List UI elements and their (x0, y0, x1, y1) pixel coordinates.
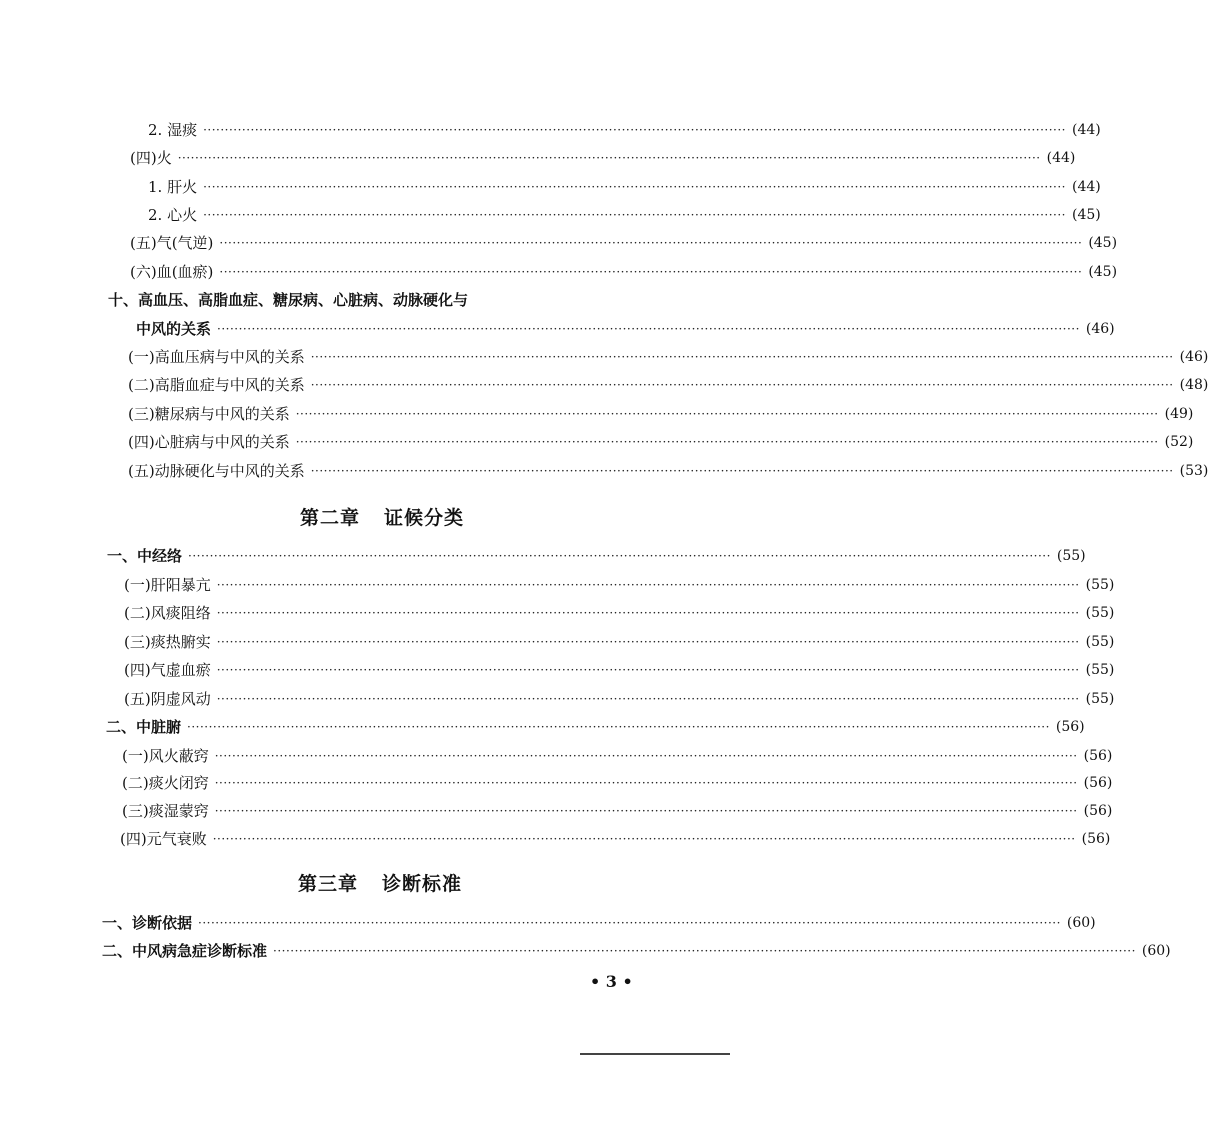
toc-entry-page: (56) (1083, 748, 1113, 764)
toc-entry[interactable] (128, 402, 1194, 426)
toc-entry-page: (60) (1141, 943, 1171, 959)
toc-entry-label: 一、中经络 (107, 547, 183, 565)
chapter-heading (300, 503, 464, 530)
leader-dots: ········································································································································································································ (216, 606, 1080, 620)
toc-entry[interactable] (102, 939, 1171, 963)
leader-dots: ········································································································································································································ (295, 407, 1159, 421)
leader-dots: ········································································································································································································ (203, 208, 1066, 222)
leader-dots: ········································································································································································································ (216, 663, 1080, 677)
toc-entry-page: (52) (1164, 434, 1194, 450)
scan-artifact-line (580, 1053, 730, 1055)
toc-entry-label: (二)高脂血症与中风的关系 (128, 376, 305, 394)
toc-entry-page: (46) (1085, 321, 1115, 337)
leader-dots: ········································································································································································································ (217, 322, 1080, 336)
toc-entry[interactable] (106, 715, 1085, 739)
leader-dots: ········································································································································································································ (212, 832, 1076, 846)
toc-entry-label: 十、高血压、高脂血症、糖尿病、心脏病、动脉硬化与 (108, 291, 469, 309)
toc-entry-page: (55) (1085, 605, 1115, 621)
toc-entry[interactable] (130, 146, 1076, 170)
chapter-title: 诊断标准 (382, 873, 463, 895)
toc-entry[interactable] (136, 317, 1115, 341)
toc-entry-page: (55) (1056, 548, 1086, 564)
toc-entry-label: (五)阴虚风动 (124, 690, 211, 708)
leader-dots: ········································································································································································································ (295, 435, 1159, 449)
leader-dots: ········································································································································································································ (219, 236, 1083, 250)
toc-entry[interactable] (130, 260, 1118, 284)
chapter-number: 第三章 (298, 873, 359, 895)
toc-entry[interactable] (122, 744, 1113, 768)
toc-entry[interactable] (148, 118, 1101, 142)
toc-entry-label: 二、中脏腑 (106, 718, 182, 736)
leader-dots: ········································································································································································································ (198, 916, 1061, 930)
toc-entry-label: (四)元气衰败 (120, 830, 207, 848)
toc-entry[interactable] (107, 544, 1086, 568)
toc-entry-page: (55) (1085, 577, 1115, 593)
chapter-title: 证候分类 (384, 507, 465, 529)
toc-entry-label: (三)糖尿病与中风的关系 (128, 405, 290, 423)
toc-entry[interactable] (128, 373, 1208, 397)
toc-entry-page: (55) (1085, 634, 1115, 650)
leader-dots: ········································································································································································································ (310, 378, 1174, 392)
toc-entry[interactable] (122, 799, 1113, 823)
toc-entry-label: 1. 肝火 (148, 178, 198, 196)
toc-entry-label: (四)气虚血瘀 (124, 661, 211, 679)
toc-entry-label: (四)心脏病与中风的关系 (128, 433, 290, 451)
toc-entry-label: (三)痰湿蒙窍 (122, 802, 209, 820)
leader-dots: ········································································································································································································ (216, 578, 1080, 592)
toc-entry-label: (二)风痰阻络 (124, 604, 211, 622)
page-number: • 3 • (590, 972, 633, 991)
toc-entry-label: (五)动脉硬化与中风的关系 (128, 462, 305, 480)
toc-entry-label: (五)气(气逆) (130, 234, 214, 252)
toc-entry[interactable] (148, 203, 1101, 227)
toc-entry-label: 2. 心火 (148, 206, 198, 224)
toc-entry-page: (56) (1083, 803, 1113, 819)
toc-entry[interactable] (124, 573, 1115, 597)
leader-dots: ········································································································································································································ (310, 464, 1174, 478)
toc-entry[interactable] (124, 658, 1115, 682)
toc-entry[interactable] (130, 231, 1118, 255)
toc-entry-label: (六)血(血瘀) (130, 263, 214, 281)
leader-dots: ········································································································································································································ (273, 944, 1136, 958)
toc-entry-page: (49) (1164, 406, 1194, 422)
toc-entry-page: (55) (1085, 691, 1115, 707)
toc-entry-label: 2. 湿痰 (148, 121, 198, 139)
toc-entry-label: (一)高血压病与中风的关系 (128, 348, 305, 366)
toc-entry-label: 中风的关系 (136, 320, 212, 338)
leader-dots: ········································································································································································································ (216, 635, 1080, 649)
leader-dots: ········································································································································································································ (214, 749, 1078, 763)
toc-entry[interactable] (128, 430, 1194, 454)
toc-entry-page: (56) (1055, 719, 1085, 735)
leader-dots: ········································································································································································································ (214, 804, 1078, 818)
toc-entry[interactable] (124, 630, 1115, 654)
toc-entry-label: 一、诊断依据 (102, 914, 193, 932)
toc-entry-label: 二、中风病急症诊断标准 (102, 942, 268, 960)
leader-dots: ········································································································································································································ (203, 180, 1066, 194)
toc-entry-page: (44) (1071, 179, 1101, 195)
toc-entry-label: (三)痰热腑实 (124, 633, 211, 651)
leader-dots: ········································································································································································································ (310, 350, 1174, 364)
chapter-number: 第二章 (300, 507, 361, 529)
leader-dots: ········································································································································································································ (216, 692, 1080, 706)
toc-entry-label: (一)肝阳暴亢 (124, 576, 211, 594)
toc-entry-page: (44) (1046, 150, 1076, 166)
toc-entry[interactable] (102, 911, 1096, 935)
toc-entry-page: (48) (1179, 377, 1208, 393)
toc-entry-page: (46) (1179, 349, 1208, 365)
leader-dots: ········································································································································································································ (203, 123, 1066, 137)
toc-entry-page: (53) (1179, 463, 1208, 479)
leader-dots: ········································································································································································································ (214, 776, 1078, 790)
toc-entry[interactable] (128, 459, 1208, 483)
leader-dots: ········································································································································································································ (177, 151, 1041, 165)
toc-entry-page: (45) (1088, 235, 1118, 251)
toc-entry-label: (二)痰火闭窍 (122, 774, 209, 792)
toc-entry[interactable] (128, 345, 1208, 369)
toc-entry-page: (45) (1088, 264, 1118, 280)
toc-entry[interactable] (124, 687, 1115, 711)
toc-entry[interactable] (124, 601, 1115, 625)
leader-dots: ········································································································································································································ (187, 720, 1050, 734)
leader-dots: ········································································································································································································ (219, 265, 1083, 279)
toc-entry-page: (60) (1066, 915, 1096, 931)
toc-entry-page: (56) (1083, 775, 1113, 791)
toc-entry[interactable] (122, 771, 1113, 795)
toc-entry-page: (55) (1085, 662, 1115, 678)
toc-entry-page: (44) (1071, 122, 1101, 138)
toc-entry-page: (56) (1081, 831, 1111, 847)
leader-dots: ········································································································································································································ (188, 549, 1051, 563)
toc-entry[interactable] (120, 827, 1111, 851)
toc-section-heading[interactable] (108, 288, 681, 312)
toc-entry[interactable] (148, 175, 1101, 199)
toc-entry-label: (一)风火蔽窍 (122, 747, 209, 765)
chapter-heading (298, 869, 462, 896)
toc-entry-page: (45) (1071, 207, 1101, 223)
toc-entry-label: (四)火 (130, 149, 172, 167)
